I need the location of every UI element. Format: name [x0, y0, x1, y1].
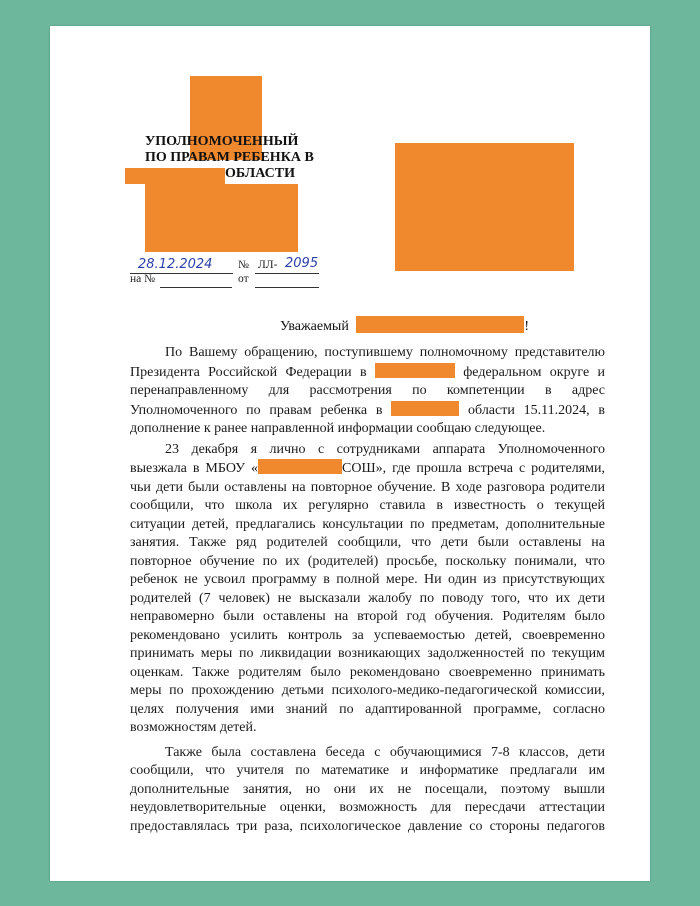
greeting-prefix: Уважаемый — [280, 319, 349, 334]
text-line: меры по прохождению детьми психолого-медико-педагогической комиссии, — [130, 683, 605, 698]
registration-date: 28.12.2024 — [138, 257, 213, 272]
text-fragment: области 15.11.2024, в — [468, 402, 606, 418]
text-line: ребенок не усвоил программу в полной мере. Ни один из присутствующих — [130, 572, 605, 587]
letter-body — [130, 344, 605, 838]
text-line: дополнение к ранее направленной информации сообщаю следующее. — [130, 421, 546, 436]
sender-header — [145, 134, 315, 182]
text-fragment: СОШ», где прошла встреча с родителями, — [342, 461, 605, 476]
text-line: повторное обучение по их (родителей) просьбе, поскольку понимали, что — [130, 553, 605, 569]
greeting — [280, 316, 529, 335]
text-line: чьи дети были оставлены на повторное обучение. В ходе разговора родители — [130, 479, 605, 495]
text-line — [130, 459, 605, 479]
text-line: рекомендовано усилить контроль за успеваемостью детей, своевременно — [130, 627, 605, 643]
text-line: оценкам. Также родителям было рекомендовано своевременно принимать — [130, 664, 605, 680]
number-label: № — [238, 259, 249, 271]
text-line: возможностям детей. — [130, 720, 257, 735]
text-line — [130, 363, 605, 383]
text-fragment: Уполномоченного по правам ребенка в — [130, 402, 383, 418]
text-line: сообщили, что учителя по математике и информатике предлагали им — [130, 763, 605, 778]
in-reply-underline — [160, 287, 232, 288]
text-line: ситуации детей, предлагались консультации по предметам, дополнительные — [130, 516, 605, 532]
header-line-3: ОБЛАСТИ — [225, 166, 295, 181]
redaction-district — [375, 363, 455, 378]
text-fragment: Президента Российской Федерации в — [130, 364, 367, 380]
text-fragment: федеральном округе и — [463, 364, 605, 380]
number-underline — [255, 273, 319, 274]
text-line: 23 декабря я лично с сотрудниками аппарата Уполномоченного — [165, 441, 605, 457]
text-line: перенаправленному для рассмотрения по компетенции в адрес — [130, 383, 605, 398]
redaction-addressee-name — [356, 316, 524, 333]
text-line: дополнительные занятия, но они их не посещали, поэтому вышли — [130, 781, 605, 797]
text-line: принимать меры по ликвидации возникающих задолженностей по текущим — [130, 646, 605, 661]
paragraph-2 — [130, 441, 605, 738]
from-label: от — [238, 273, 249, 285]
registration-number: 2095 — [285, 256, 319, 271]
header-line-1: УПОЛНОМОЧЕННЫЙ — [145, 134, 299, 149]
text-line: По Вашему обращению, поступившему полномочному представителю — [165, 345, 605, 360]
text-line: предоставлялась три раза, психологическое давление со стороны педагогов — [130, 818, 605, 834]
redaction-school-name — [258, 459, 342, 474]
redaction-recipient — [395, 143, 574, 271]
text-line: Также была составлена беседа с обучающимися 7-8 классов, дети — [165, 744, 605, 760]
text-line: занятия. Также ряд родителей сообщили, что дети были оставлены на — [130, 535, 605, 550]
number-prefix: ЛЛ- — [258, 259, 278, 271]
greeting-suffix: ! — [524, 319, 530, 334]
redaction-region — [391, 401, 459, 416]
text-line: родителей (7 человек) не высказали жалобу по поводу того, что их дети — [130, 590, 605, 606]
text-line: сообщили, что школа их регулярно ставила в известность о текущей — [130, 498, 605, 513]
paragraph-3 — [130, 744, 605, 837]
redaction-address — [145, 184, 298, 252]
text-line: целях получения ими знаний по адаптированной программе, согласно — [130, 701, 605, 717]
text-line: неудовлетворительные оценки, возможность для пересдачи аттестации — [130, 800, 605, 815]
paragraph-1 — [130, 344, 605, 439]
text-fragment: выезжала в МБОУ « — [130, 461, 259, 476]
header-line-2: ПО ПРАВАМ РЕБЕНКА В — [145, 150, 314, 165]
letter-page — [50, 26, 650, 881]
from-underline — [255, 287, 319, 288]
text-line: неправомерно были оставлены на второй год обучения. Родителям было — [130, 609, 605, 624]
text-line — [130, 401, 605, 421]
in-reply-label: на № — [130, 273, 156, 285]
